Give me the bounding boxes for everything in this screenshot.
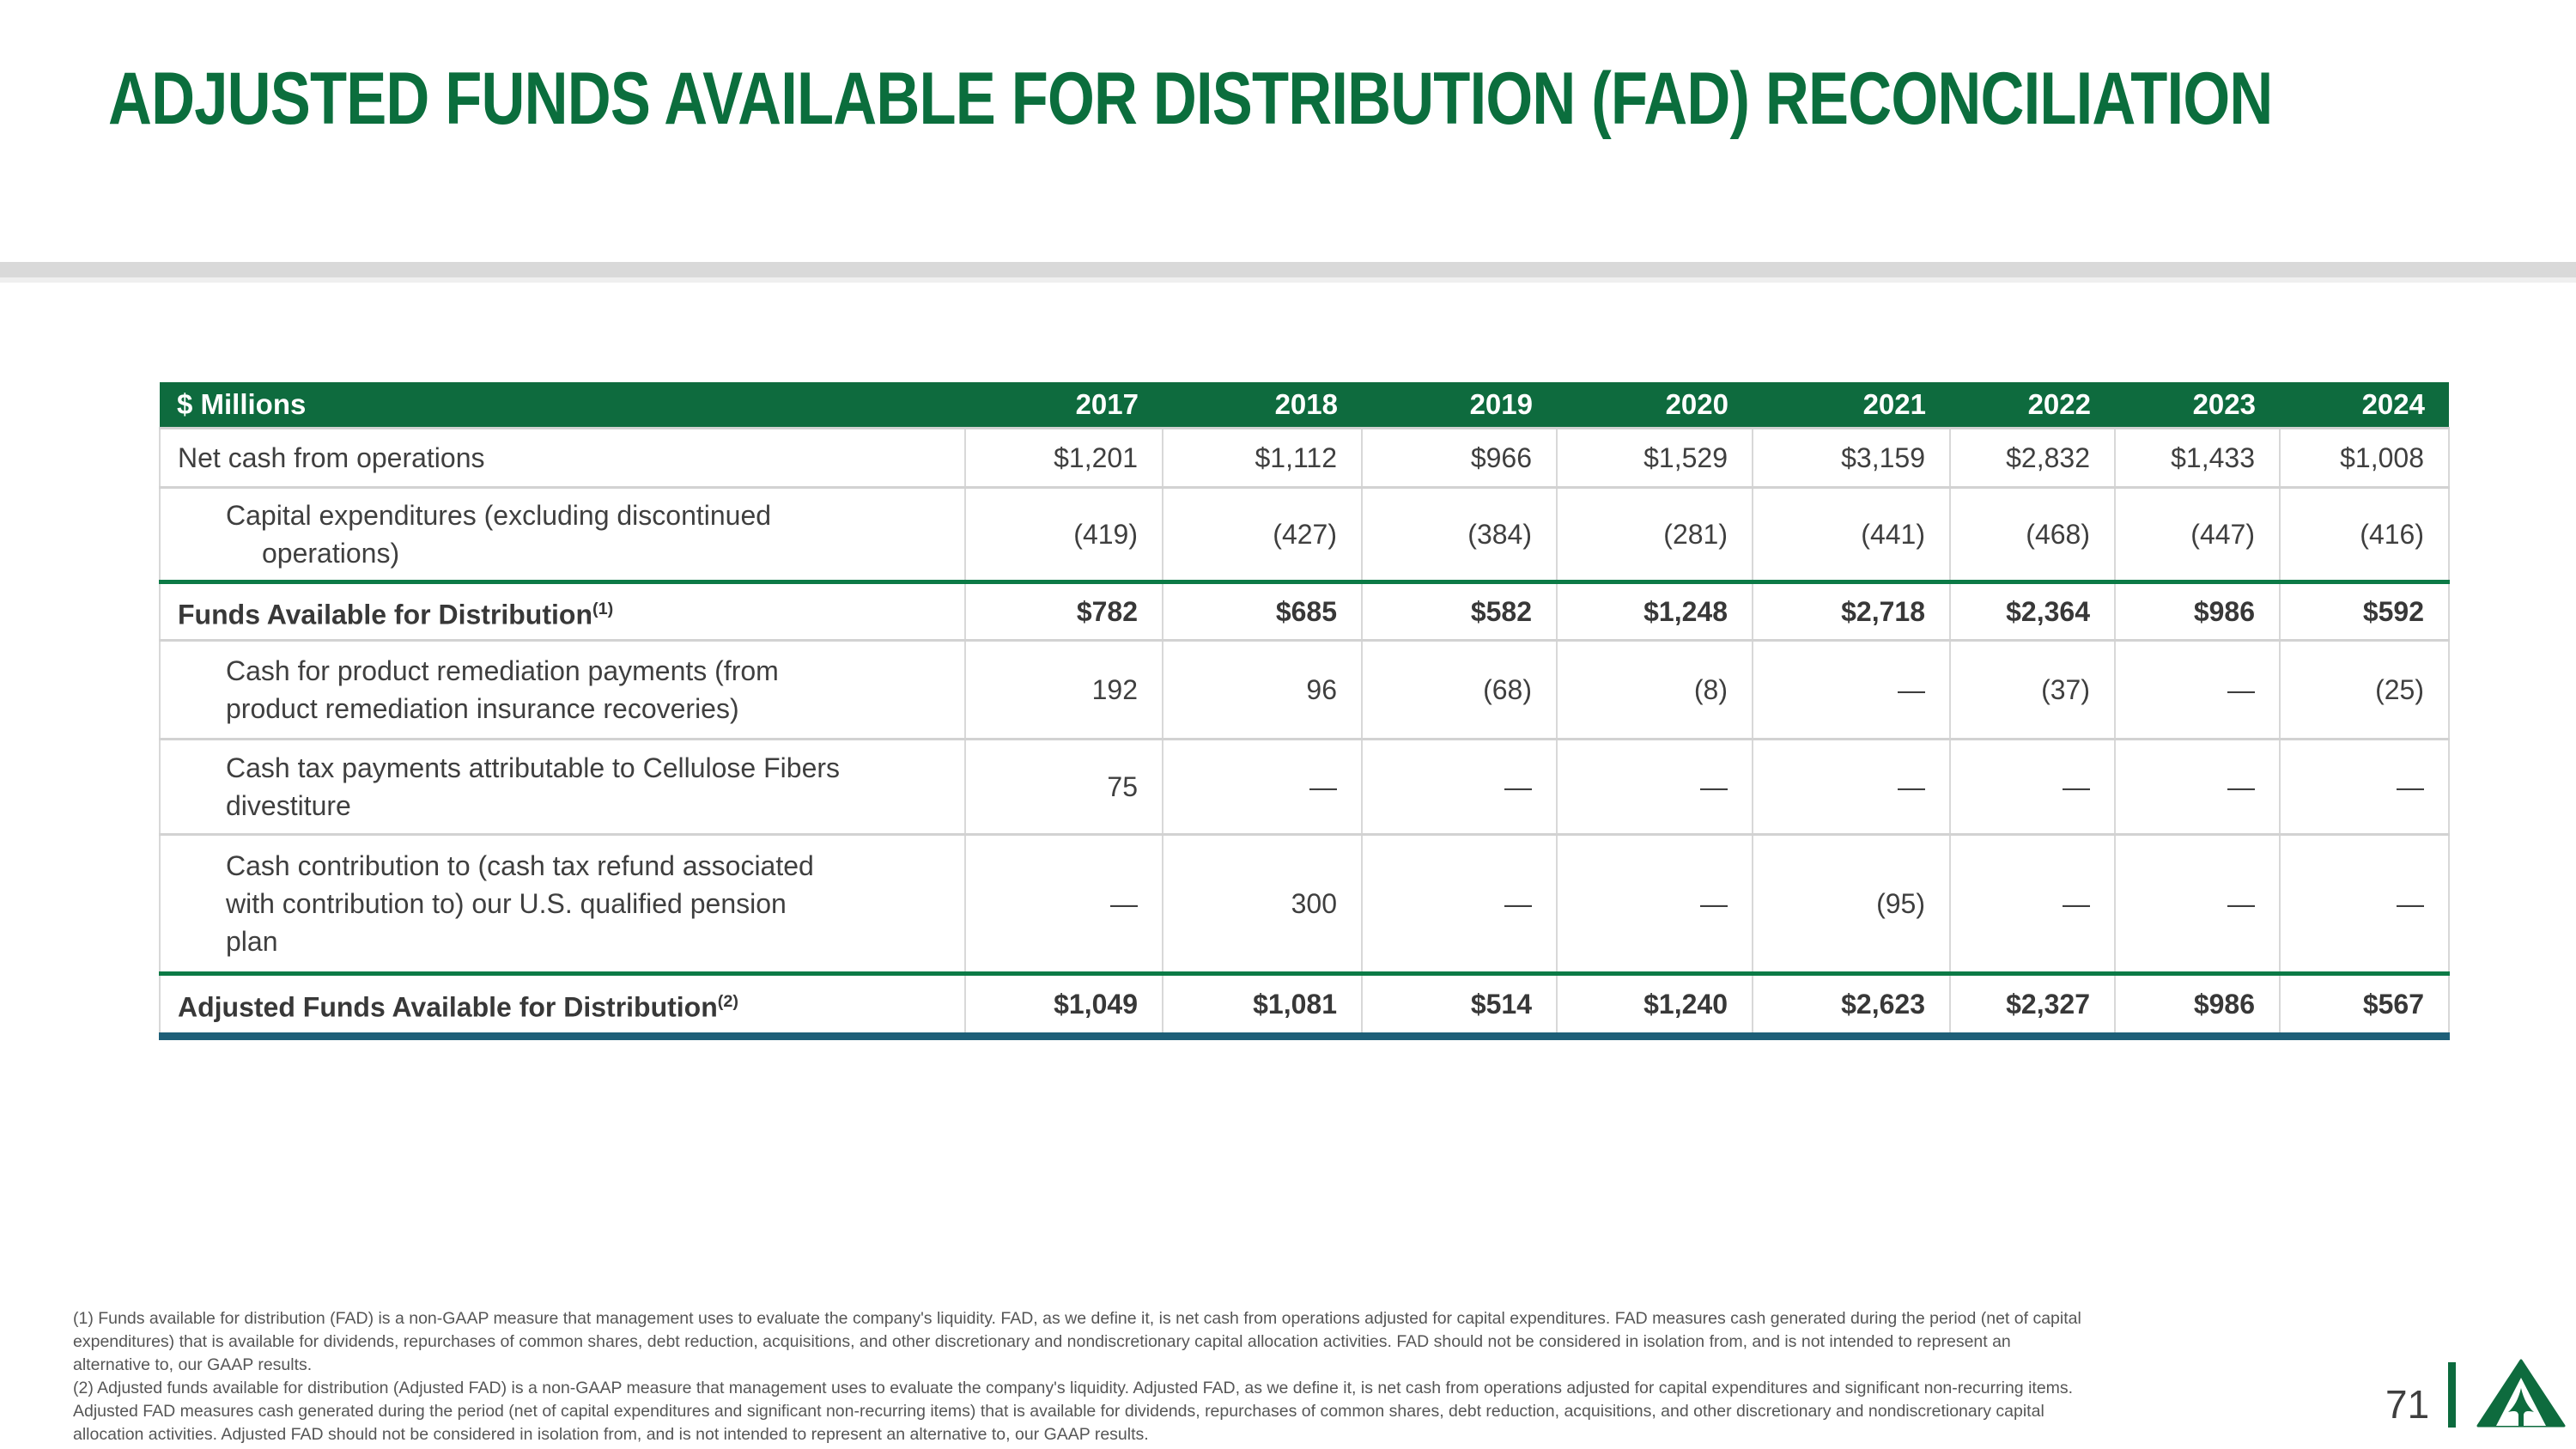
cell-value: 300: [1163, 835, 1362, 974]
cell-value: $966: [1362, 429, 1557, 488]
cell-value: $2,327: [1950, 974, 2115, 1037]
cell-value: —: [2115, 740, 2280, 835]
cell-value: —: [1362, 740, 1557, 835]
cell-value: —: [1753, 740, 1950, 835]
cell-value: —: [2280, 835, 2449, 974]
cell-value: —: [2115, 641, 2280, 740]
cell-value: (441): [1753, 488, 1950, 582]
cell-value: (8): [1557, 641, 1753, 740]
cell-value: $986: [2115, 974, 2280, 1037]
table-row-adjusted-funds-available: [160, 974, 2449, 1037]
cell-value: —: [1950, 740, 2115, 835]
header-year-cell: 2021: [1753, 382, 1950, 429]
cell-value: —: [1362, 835, 1557, 974]
header-year-cell: 2020: [1557, 382, 1753, 429]
cell-value: $2,832: [1950, 429, 2115, 488]
row-label: Cash contribution to (cash tax refund associated with contribution to) our U.S. qualified pension plan: [160, 835, 965, 974]
cell-value: 96: [1163, 641, 1362, 740]
header-year-cell: 2024: [2280, 382, 2449, 429]
cell-value: (95): [1753, 835, 1950, 974]
row-label: Adjusted Funds Available for Distribution$^{(2)}$: [160, 974, 965, 1037]
header-divider-band-shadow: [0, 277, 2576, 283]
table-row-capital-expenditures: [160, 488, 2449, 582]
row-label: Cash for product remediation payments (from product remediation insurance recoveries): [160, 641, 965, 740]
cell-value: $1,049: [965, 974, 1163, 1037]
table-row-cellulose-fibers: [160, 740, 2449, 835]
table-row-net-cash: [160, 429, 2449, 488]
cell-value: (419): [965, 488, 1163, 582]
header-divider-band: [0, 262, 2576, 277]
cell-value: $567: [2280, 974, 2449, 1037]
page-title: ADJUSTED FUNDS AVAILABLE FOR DISTRIBUTION (FAD) RECONCILIATION: [108, 58, 2273, 140]
header-year-cell: 2018: [1163, 382, 1362, 429]
row-label: Funds Available for Distribution$^{(1)}$: [160, 582, 965, 641]
cell-value: (427): [1163, 488, 1362, 582]
table-header-row: [160, 382, 2449, 429]
footnote-ref: (1): [592, 599, 614, 618]
cell-value: 192: [965, 641, 1163, 740]
cell-value: —: [1557, 835, 1753, 974]
weyerhaeuser-logo-icon: [2476, 1359, 2566, 1428]
cell-value: $2,718: [1753, 582, 1950, 641]
cell-value: $1,529: [1557, 429, 1753, 488]
cell-value: $1,112: [1163, 429, 1362, 488]
cell-value: $1,240: [1557, 974, 1753, 1037]
footnote-1-line: expenditures) that is available for dividends, repurchases of common shares, debt reduction, acquisitions, and other discretionary and nondiscretionary capital allocation activities. FAD should not be considered in isolation from, and is not intended to represent an: [73, 1332, 2011, 1351]
footnote-2-line: (2) Adjusted funds available for distribution (Adjusted FAD) is a non-GAAP measure that management uses to evaluate the company's liquidity. Adjusted FAD, as we define it, is net cash from operations adjusted for capital expenditures and significant non-recurring items.: [73, 1379, 2074, 1397]
cell-value: —: [965, 835, 1163, 974]
cell-value: $2,364: [1950, 582, 2115, 641]
fad-reconciliation-table: [159, 382, 2450, 1040]
table-row-pension-contribution: [160, 835, 2449, 974]
cell-value: $1,081: [1163, 974, 1362, 1037]
cell-value: $514: [1362, 974, 1557, 1037]
cell-value: (416): [2280, 488, 2449, 582]
footnote-2-line: allocation activities. Adjusted FAD should not be considered in isolation from, and is not intended to represent an alternative to, our GAAP results.: [73, 1425, 1149, 1444]
cell-value: $1,008: [2280, 429, 2449, 488]
header-year-cell: 2019: [1362, 382, 1557, 429]
cell-value: (25): [2280, 641, 2449, 740]
cell-value: $685: [1163, 582, 1362, 641]
row-label: Net cash from operations: [160, 429, 965, 488]
cell-value: $986: [2115, 582, 2280, 641]
row-label: Cash tax payments attributable to Cellulose Fibers divestiture: [160, 740, 965, 835]
header-year-cell: 2022: [1950, 382, 2115, 429]
cell-value: (447): [2115, 488, 2280, 582]
cell-value: —: [2115, 835, 2280, 974]
cell-value: $582: [1362, 582, 1557, 641]
footnote-1-line: alternative to, our GAAP results.: [73, 1355, 313, 1374]
cell-value: (37): [1950, 641, 2115, 740]
brand-divider-bar: [2448, 1362, 2456, 1428]
cell-value: —: [1163, 740, 1362, 835]
footnotes: [73, 1307, 2391, 1446]
cell-value: $1,433: [2115, 429, 2280, 488]
cell-value: $3,159: [1753, 429, 1950, 488]
cell-value: (384): [1362, 488, 1557, 582]
table-row-funds-available: [160, 582, 2449, 641]
cell-value: $2,623: [1753, 974, 1950, 1037]
cell-value: $782: [965, 582, 1163, 641]
cell-value: $592: [2280, 582, 2449, 641]
cell-value: (468): [1950, 488, 2115, 582]
cell-value: —: [1950, 835, 2115, 974]
cell-value: $1,248: [1557, 582, 1753, 641]
footnote-1-line: (1) Funds available for distribution (FAD) is a non-GAAP measure that management uses to evaluate the company's liquidity. FAD, as we define it, is net cash from operations adjusted for capital expenditures. FAD measures cash generated during the period (net of capital: [73, 1309, 2081, 1328]
table-row-product-remediation: [160, 641, 2449, 740]
cell-value: 75: [965, 740, 1163, 835]
page-number: 71: [2385, 1382, 2430, 1427]
row-label: Capital expenditures (excluding discontinued operations): [160, 488, 965, 582]
cell-value: —: [1557, 740, 1753, 835]
cell-value: —: [1753, 641, 1950, 740]
header-year-cell: 2017: [965, 382, 1163, 429]
cell-value: (68): [1362, 641, 1557, 740]
cell-value: —: [2280, 740, 2449, 835]
cell-value: $1,201: [965, 429, 1163, 488]
cell-value: (281): [1557, 488, 1753, 582]
footnote-2-line: Adjusted FAD measures cash generated during the period (net of capital expenditures and significant non-recurring items) that is available for dividends, repurchases of common shares, debt reduction, acquisitions, and other discretionary and nondiscretionary capital: [73, 1402, 2044, 1421]
header-units-cell: $ Millions: [160, 382, 965, 429]
footnote-ref: (2): [717, 991, 738, 1011]
header-year-cell: 2023: [2115, 382, 2280, 429]
